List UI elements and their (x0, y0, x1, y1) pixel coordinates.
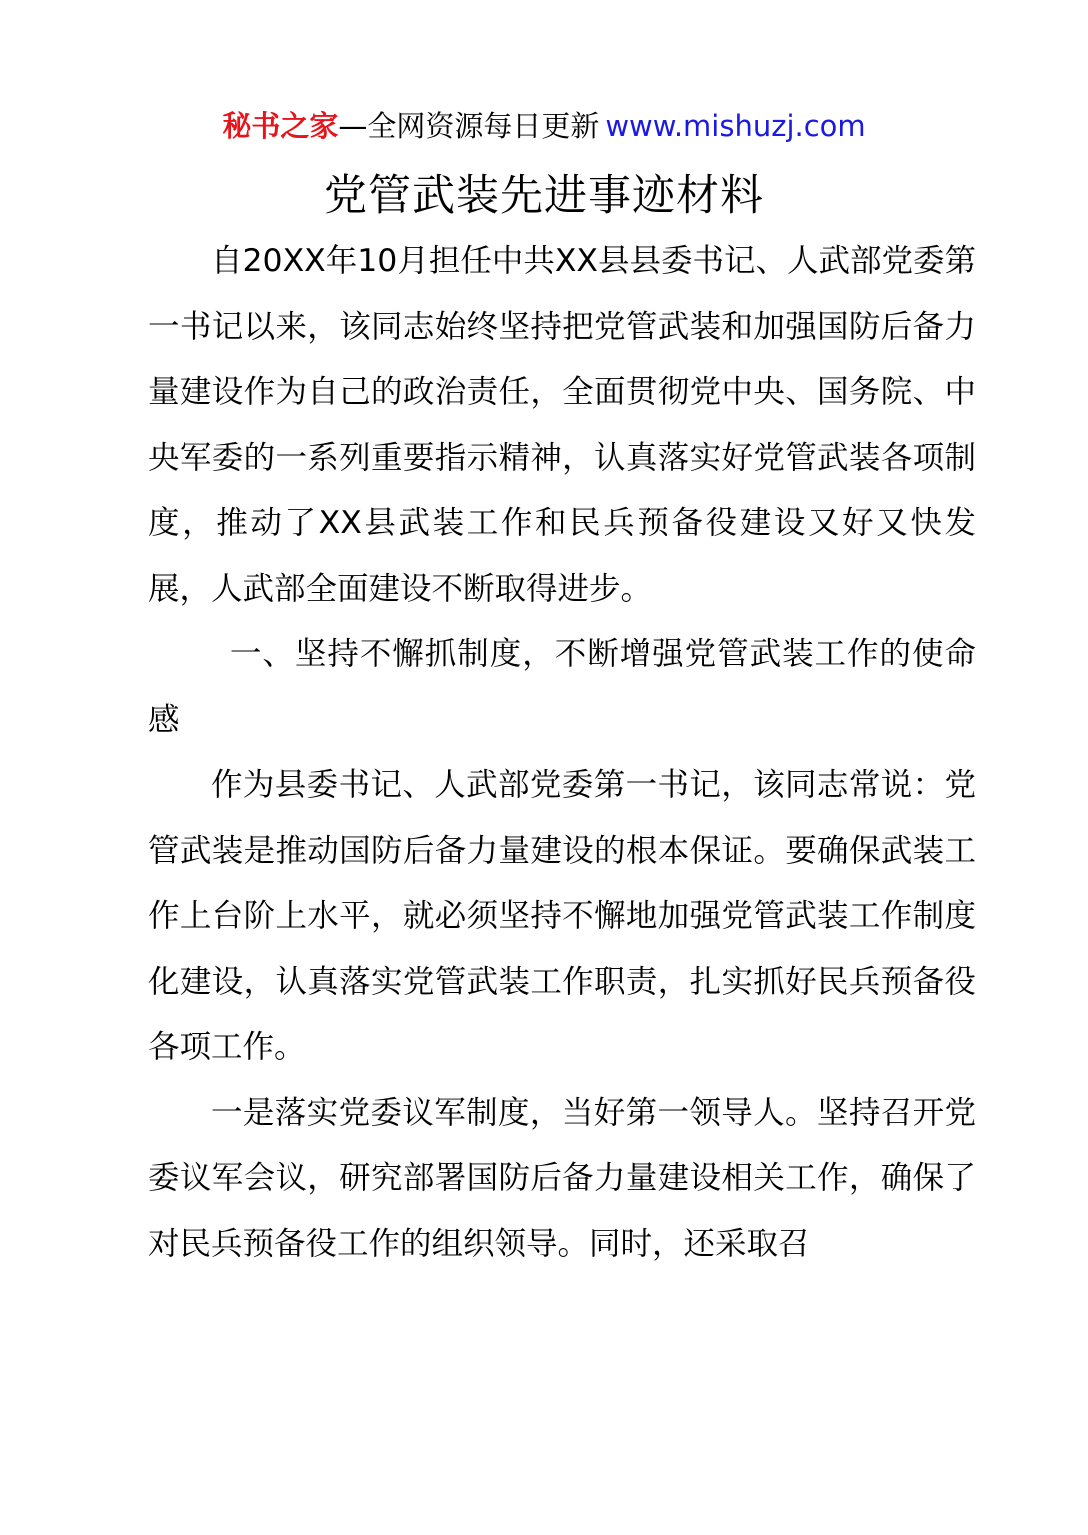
header-tagline: —全网资源每日更新 (338, 109, 600, 143)
document-title: 党管武装先进事迹材料 (324, 171, 764, 221)
section-heading-1: 一、坚持不懈抓制度，不断增强党管武装工作的使命感 (148, 636, 976, 738)
site-header (0, 106, 1088, 146)
paragraph-point-1: 一是落实党委议军制度，当好第一领导人。坚持召开党委议军会议，研究部署国防后备力量建设相关工作，确保了对民兵预备役工作的组织领导。同时，还采取召 (148, 1094, 976, 1262)
document-body (148, 229, 976, 1277)
paragraph-section-1: 作为县委书记、人武部党委第一书记，该同志常说：党管武装是推动国防后备力量建设的根本保证。要确保武装工作上台阶上水平，就必须坚持不懈地加强党管武装工作制度化建设，认真落实党管武装工作职责，扎实抓好民兵预备役各项工作。 (148, 767, 976, 1065)
paragraph-intro: 自20XX年10月担任中共XX县县委书记、人武部党委第一书记以来，该同志始终坚持把党管武装和加强国防后备力量建设作为自己的政治责任，全面贯彻党中央、国务院、中央军委的一系列重要指示精神，认真落实好党管武装各项制度，推动了XX县武装工作和民兵预备役建设又好又快发展，人武部全面建设不断取得进步。 (148, 243, 976, 607)
brand-name: 秘书之家 (222, 109, 339, 143)
site-url-link[interactable]: www.mishuzj.com (605, 109, 866, 143)
